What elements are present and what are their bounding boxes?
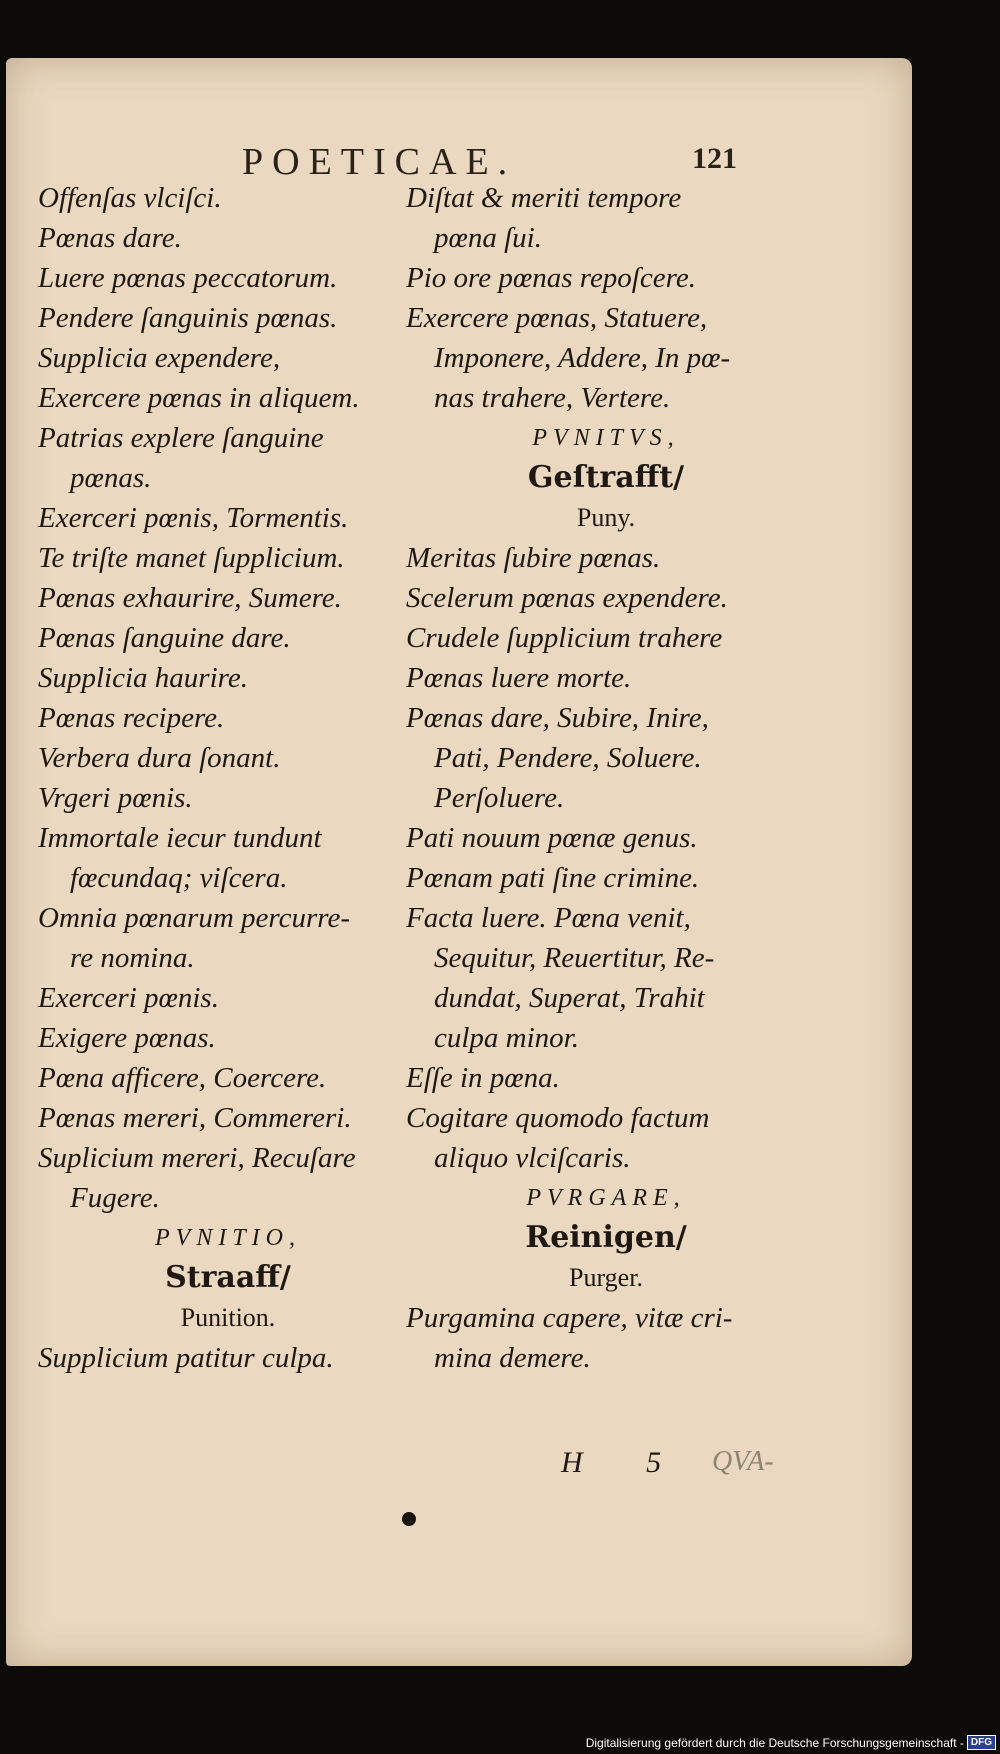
text-line: Supplicium patitur culpa. [38, 1342, 334, 1374]
ink-dot [402, 1512, 416, 1526]
left-column [38, 178, 418, 1378]
text-line: Imponere, Addere, In pœ- [434, 342, 731, 374]
text-line: Pœnas luere morte. [406, 662, 632, 694]
text-line: Exercere pœnas, Statuere, [406, 302, 708, 334]
right-column [406, 178, 806, 1378]
text-line: Supplicia haurire. [38, 662, 248, 694]
text-line: Pœnam pati ſine crimine. [406, 862, 700, 894]
section-heading: Puny. [576, 503, 636, 532]
text-line: Pœnas dare, Subire, Inire, [406, 702, 709, 734]
text-line: fœcundaq; viſcera. [70, 862, 288, 894]
footer-text: Digitalisierung gefördert durch die Deutsche Forschungsgemeinschaft - [585, 1735, 964, 1750]
text-line: Pœnas mereri, Commereri. [38, 1102, 352, 1134]
section-heading: PVNITIO, [155, 1225, 301, 1251]
text-line: nas trahere, Vertere. [434, 382, 671, 414]
section-heading: Geſtrafft/ [527, 460, 685, 495]
catchword: QVA- [712, 1446, 774, 1477]
text-line: Sequitur, Reuertitur, Re- [434, 942, 715, 974]
text-line: Patrias explere ſanguine [38, 422, 324, 454]
text-line: Pati nouum pœnæ genus. [406, 822, 698, 854]
text-line: Crudele ſupplicium trahere [406, 622, 723, 654]
book-page [6, 58, 912, 1666]
text-line: Pœnas dare. [38, 222, 182, 254]
text-line: Pati, Pendere, Soluere. [434, 742, 702, 774]
page-number: 121 [692, 142, 737, 175]
text-line: culpa minor. [434, 1022, 579, 1054]
printer-signature: H 5 [561, 1446, 690, 1479]
text-line: Verbera dura ſonant. [38, 742, 281, 774]
text-line: Exigere pœnas. [38, 1022, 216, 1054]
text-line: Luere pœnas peccatorum. [38, 262, 338, 294]
text-line: Scelerum pœnas expendere. [406, 582, 728, 614]
text-line: Pœna afficere, Coercere. [38, 1062, 327, 1094]
section-heading: Reinigen/ [525, 1220, 687, 1255]
text-line: Meritas ſubire pœnas. [406, 542, 661, 574]
text-line: Cogitare quomodo factum [406, 1102, 710, 1134]
text-line: Purgamina capere, vitæ cri- [406, 1302, 733, 1334]
text-line: re nomina. [70, 942, 195, 974]
text-line: Facta luere. Pœna venit, [406, 902, 691, 934]
section-heading: PVRGARE, [526, 1185, 686, 1211]
text-line: Exerceri pœnis. [38, 982, 219, 1014]
text-line: Offenſas vlciſci. [38, 182, 222, 214]
text-line: Supplicia expendere, [38, 342, 281, 374]
page-inner [6, 58, 912, 1666]
text-line: pœnas. [70, 462, 152, 494]
text-line: Diſtat & meriti tempore [406, 182, 682, 214]
text-line: dundat, Superat, Trahit [434, 982, 705, 1014]
section-heading: Purger. [569, 1263, 643, 1292]
text-line: Pio ore pœnas repoſcere. [406, 262, 696, 294]
running-head: POETICAE. [242, 141, 517, 183]
text-line: Pœnas recipere. [38, 702, 225, 734]
text-line: Fugere. [70, 1182, 160, 1214]
text-line: Pendere ſanguinis pœnas. [38, 302, 338, 334]
section-heading: PVNITVS, [532, 425, 680, 451]
text-line: Exercere pœnas in aliquem. [38, 382, 360, 414]
text-line: Pœnas exhaurire, Sumere. [38, 582, 342, 614]
text-line: mina demere. [434, 1342, 591, 1374]
text-line: pœna ſui. [434, 222, 542, 254]
section-heading: Straaff/ [165, 1260, 291, 1295]
text-line: Exerceri pœnis, Tormentis. [38, 502, 349, 534]
text-line: Omnia pœnarum percurre- [38, 902, 350, 934]
digitization-footer [586, 1735, 996, 1750]
text-line: Immortale iecur tundunt [38, 822, 322, 854]
text-line: aliquo vlciſcaris. [434, 1142, 631, 1174]
text-line: Eſſe in pœna. [406, 1062, 560, 1094]
text-line: Te triſte manet ſupplicium. [38, 542, 345, 574]
text-line: Pœnas ſanguine dare. [38, 622, 291, 654]
text-line: Suplicium mereri, Recuſare [38, 1142, 356, 1174]
dfg-logo: DFG [967, 1735, 996, 1750]
text-line: Vrgeri pœnis. [38, 782, 193, 814]
text-line: Perſoluere. [434, 782, 565, 814]
section-heading: Punition. [180, 1303, 276, 1332]
